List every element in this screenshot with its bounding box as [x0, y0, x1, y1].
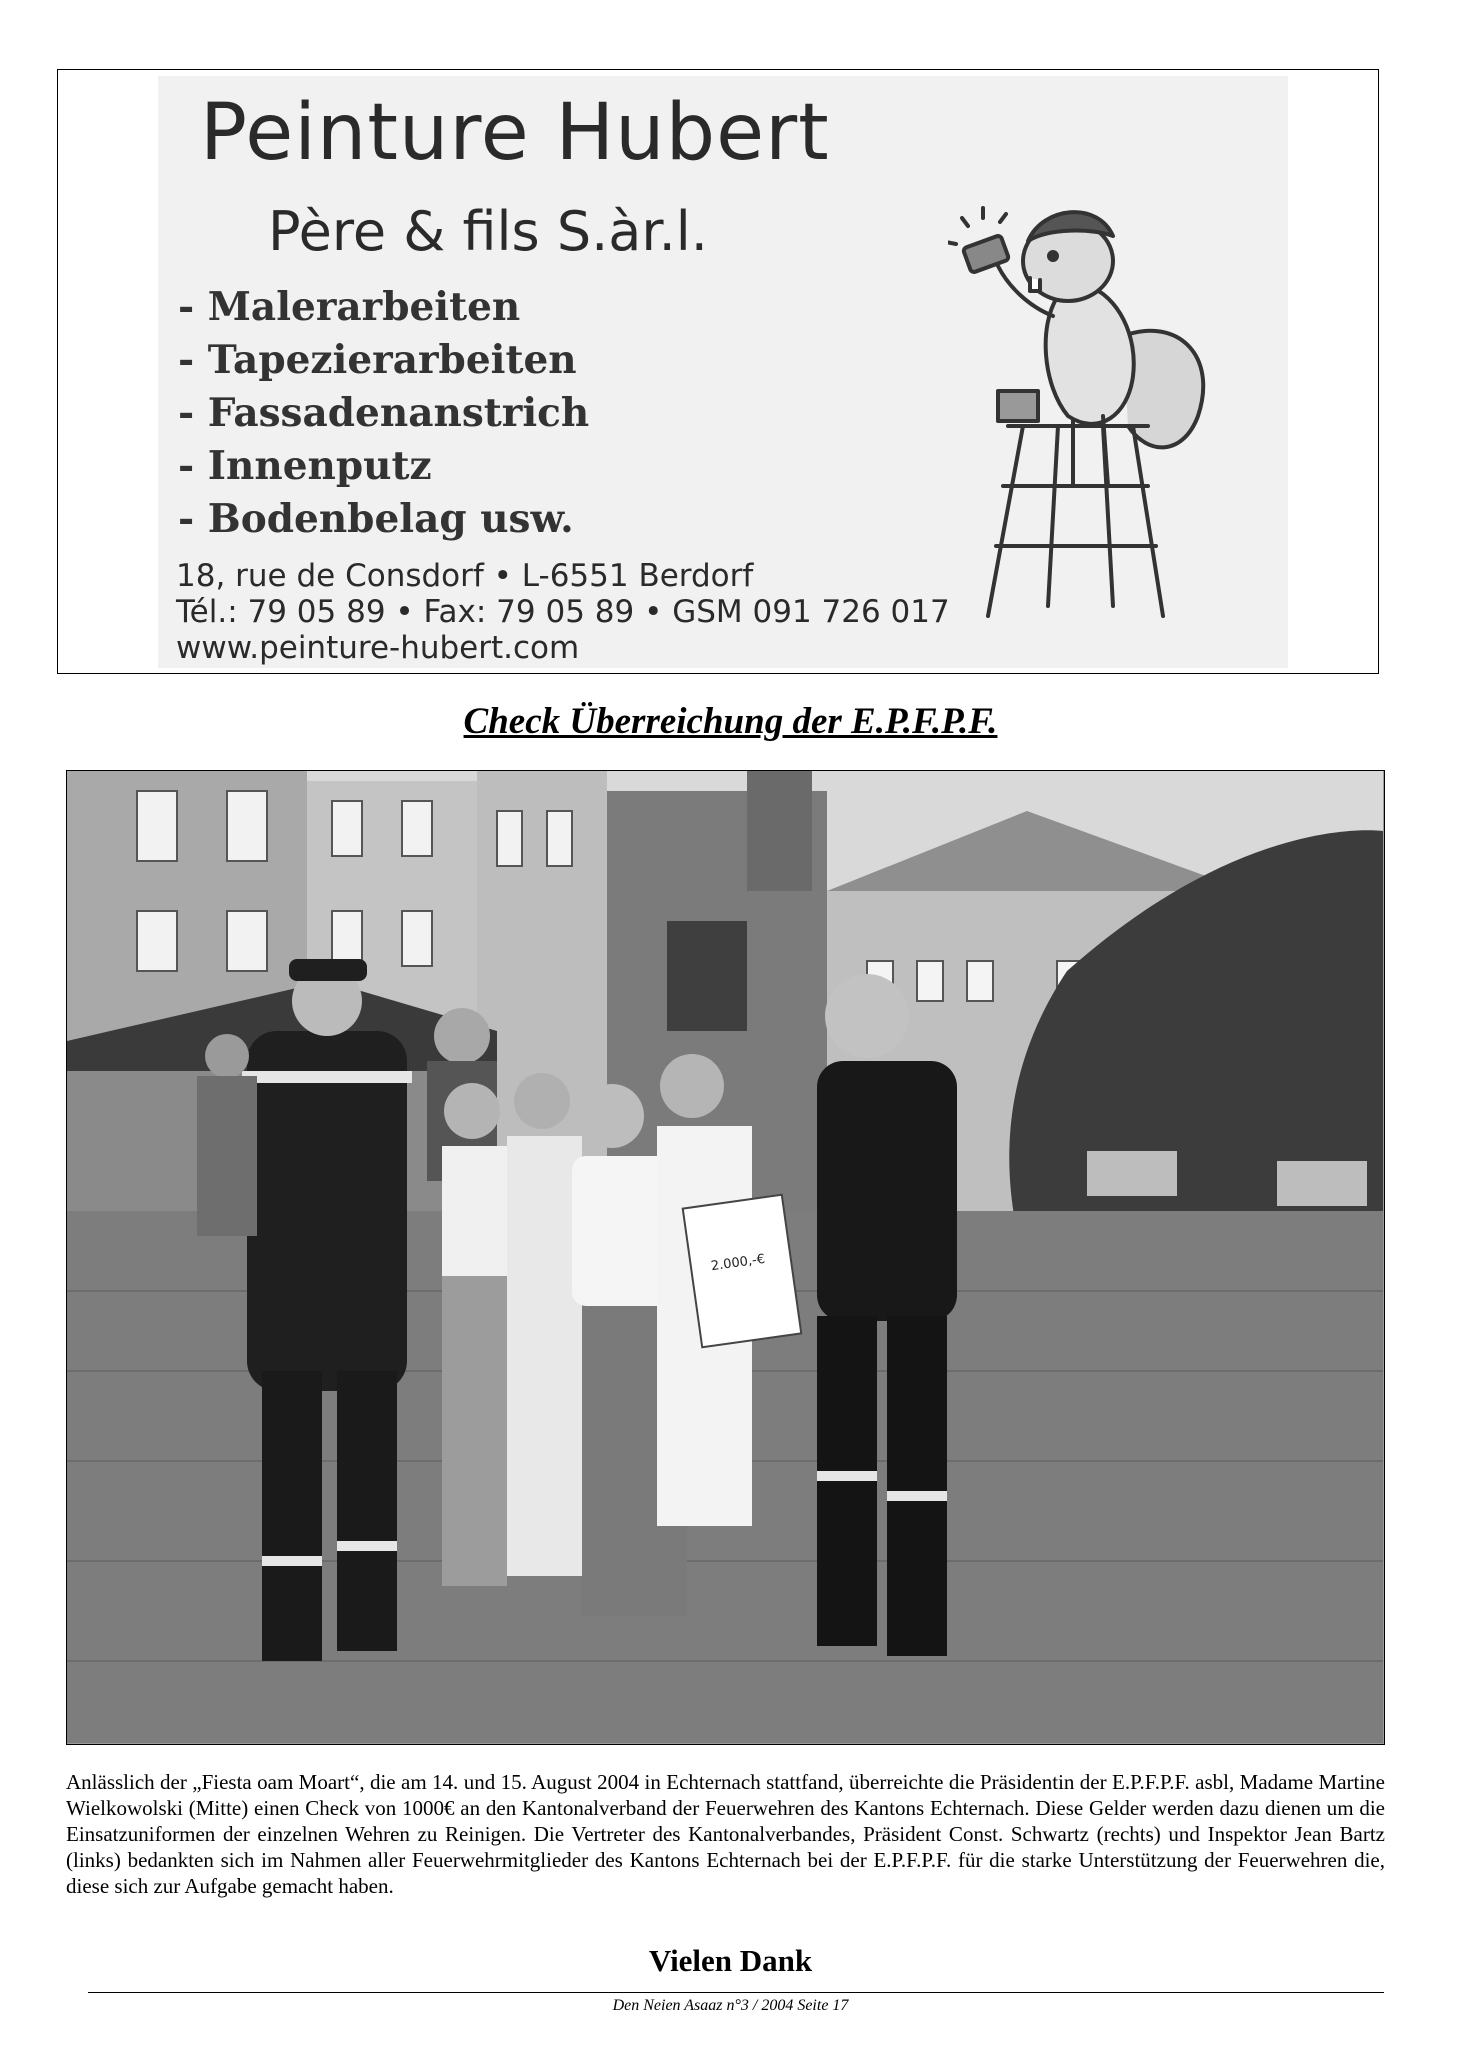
ad-phone: Tél.: 79 05 89 • Fax: 79 05 89 • GSM 091 726 017 [176, 594, 950, 630]
article-title: Check Überreichung der E.P.F.P.F. [463, 701, 998, 742]
photo-check-amount: 2.000,-€ [710, 1251, 766, 1275]
ad-contact-block [176, 558, 950, 666]
ad-company-subtitle: Père & fils S.àr.l. [268, 200, 708, 263]
article-body: Anlässlich der „Fiesta oam Moart“, die am 14. und 15. August 2004 in Echternach stattfand, überreichte die Präsidentin der E.P.F.P.F. asbl, Madame Martine Wielkowolski (Mitte) einen Check von 1000€ an den Kantonalverband der Feuerwehren des Kantons Echternach. Diese Gelder werden dazu dienen um die Einsatzuniformen der einzelnen Wehren zu Reinigen. Die Vertreter des Kantonalverbandes, Präsident Const. Schwartz (rechts) und Inspektor Jean Bartz (links) bedankten sich im Nahmen aller Feuerwehrmitglieder des Kantons Echternach bei der E.P.F.P.F. für die starke Unterstützung der Feuerwehren die, diese sich zur Aufgabe gemacht haben. [66, 1770, 1385, 1898]
ad-service-item: - Innenputz [178, 443, 432, 489]
advertisement [57, 69, 1379, 674]
photo-illustration [67, 771, 1383, 1743]
ad-service-item: - Fassadenanstrich [178, 390, 590, 436]
footer-rule [88, 1992, 1384, 1993]
article-closing: Vielen Dank [648, 1943, 813, 1978]
advertisement-panel [158, 76, 1288, 668]
ad-service-item: - Malerarbeiten [178, 284, 521, 330]
ad-service-item: - Tapezierarbeiten [178, 337, 577, 383]
ad-services-list [178, 281, 589, 546]
ad-service-item: - Bodenbelag usw. [178, 496, 574, 542]
ad-address: 18, rue de Consdorf • L-6551 Berdorf [176, 558, 754, 594]
ad-website: www.peinture-hubert.com [176, 630, 580, 666]
group-photo [66, 770, 1385, 1745]
beaver-painter-icon [948, 186, 1258, 626]
page-footer: Den Neien Asaaz n°3 / 2004 Seite 17 [612, 1997, 849, 2014]
ad-company-name: Peinture Hubert [200, 88, 830, 178]
